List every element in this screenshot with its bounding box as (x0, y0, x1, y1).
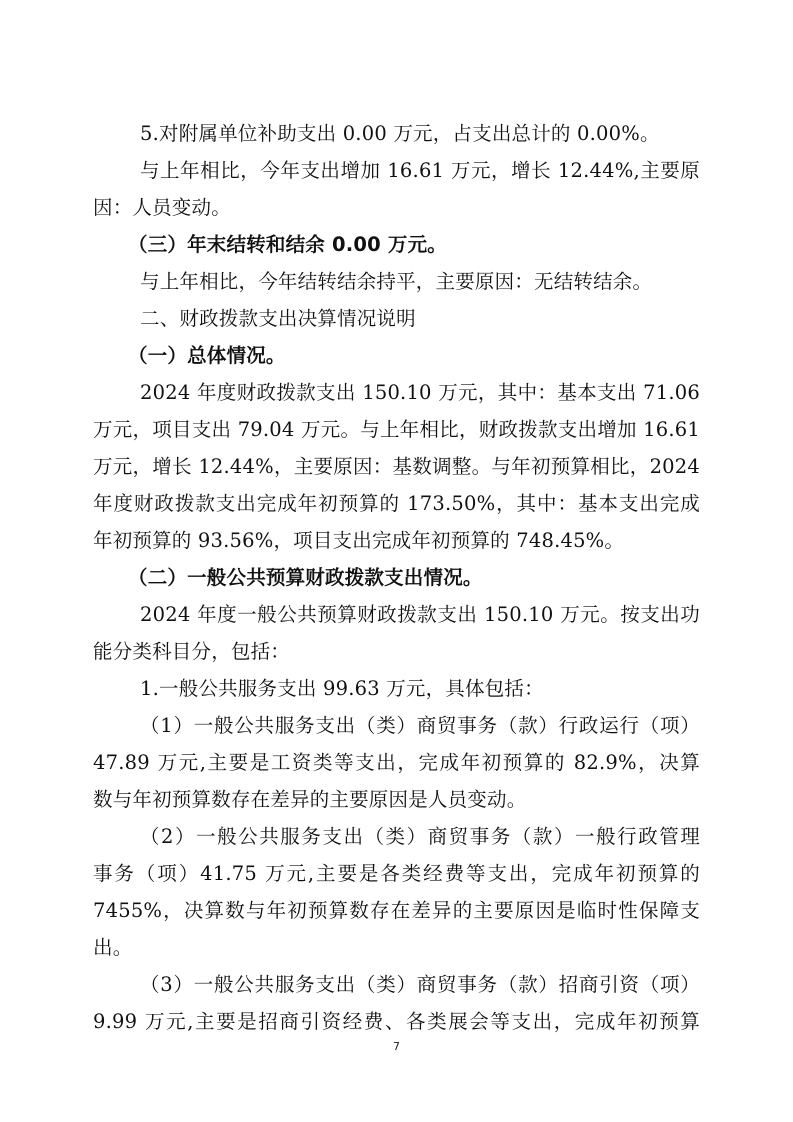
section-heading: （一）总体情况。 (128, 344, 286, 367)
paragraph-line: 与上年相比，今年结转结余持平，主要原因：无结转结余。 (140, 270, 653, 293)
paragraph-line: 7455%，决算数与年初预算数存在差异的主要原因是临时性保障支 (93, 899, 700, 922)
paragraph-line: 年初预算的 93.56%，项目支出完成年初预算的 748.45%。 (93, 529, 625, 552)
paragraph-line: 事务（项）41.75 万元,主要是各类经费等支出，完成年初预算的 (93, 862, 700, 885)
paragraph-line: 出。 (93, 936, 133, 959)
paragraph-line: 万元，增长 12.44%，主要原因：基数调整。与年初预算相比，2024 (93, 455, 700, 478)
paragraph-line: 能分类科目分，包括： (93, 640, 291, 663)
paragraph-line: 年度财政拨款支出完成年初预算的 173.50%，其中：基本支出完成 (93, 492, 700, 515)
paragraph-line: 2024 年度一般公共预算财政拨款支出 150.10 万元。按支出功 (140, 603, 700, 626)
paragraph-line: 5.对附属单位补助支出 0.00 万元，占支出总计的 0.00%。 (140, 122, 660, 145)
paragraph-line: 47.89 万元,主要是工资类等支出，完成年初预算的 82.9%，决算 (93, 751, 700, 774)
section-heading: （二）一般公共预算财政拨款支出情况。 (128, 566, 483, 589)
section-heading: 二、财政拨款支出决算情况说明 (140, 307, 416, 330)
paragraph-line: （1）一般公共服务支出（类）商贸事务（款）行政运行（项） (140, 714, 700, 737)
paragraph-line: 1.一般公共服务支出 99.63 万元，具体包括： (140, 677, 544, 700)
paragraph-line: 万元，项目支出 79.04 万元。与上年相比，财政拨款支出增加 16.61 (93, 418, 700, 441)
page-number: 7 (393, 1040, 400, 1053)
section-heading: （三）年末结转和结余 0.00 万元。 (128, 233, 447, 256)
paragraph-line: 因：人员变动。 (93, 196, 231, 219)
paragraph-line: （3）一般公共服务支出（类）商贸事务（款）招商引资（项） (140, 973, 700, 996)
paragraph-line: 数与年初预算数存在差异的主要原因是人员变动。 (93, 788, 527, 811)
paragraph-line: 与上年相比，今年支出增加 16.61 万元，增长 12.44%,主要原 (140, 159, 700, 182)
paragraph-line: （2）一般公共服务支出（类）商贸事务（款）一般行政管理 (140, 825, 700, 848)
paragraph-line: 9.99 万元,主要是招商引资经费、各类展会等支出，完成年初预算 (93, 1010, 700, 1033)
paragraph-line: 2024 年度财政拨款支出 150.10 万元，其中：基本支出 71.06 (140, 381, 700, 404)
